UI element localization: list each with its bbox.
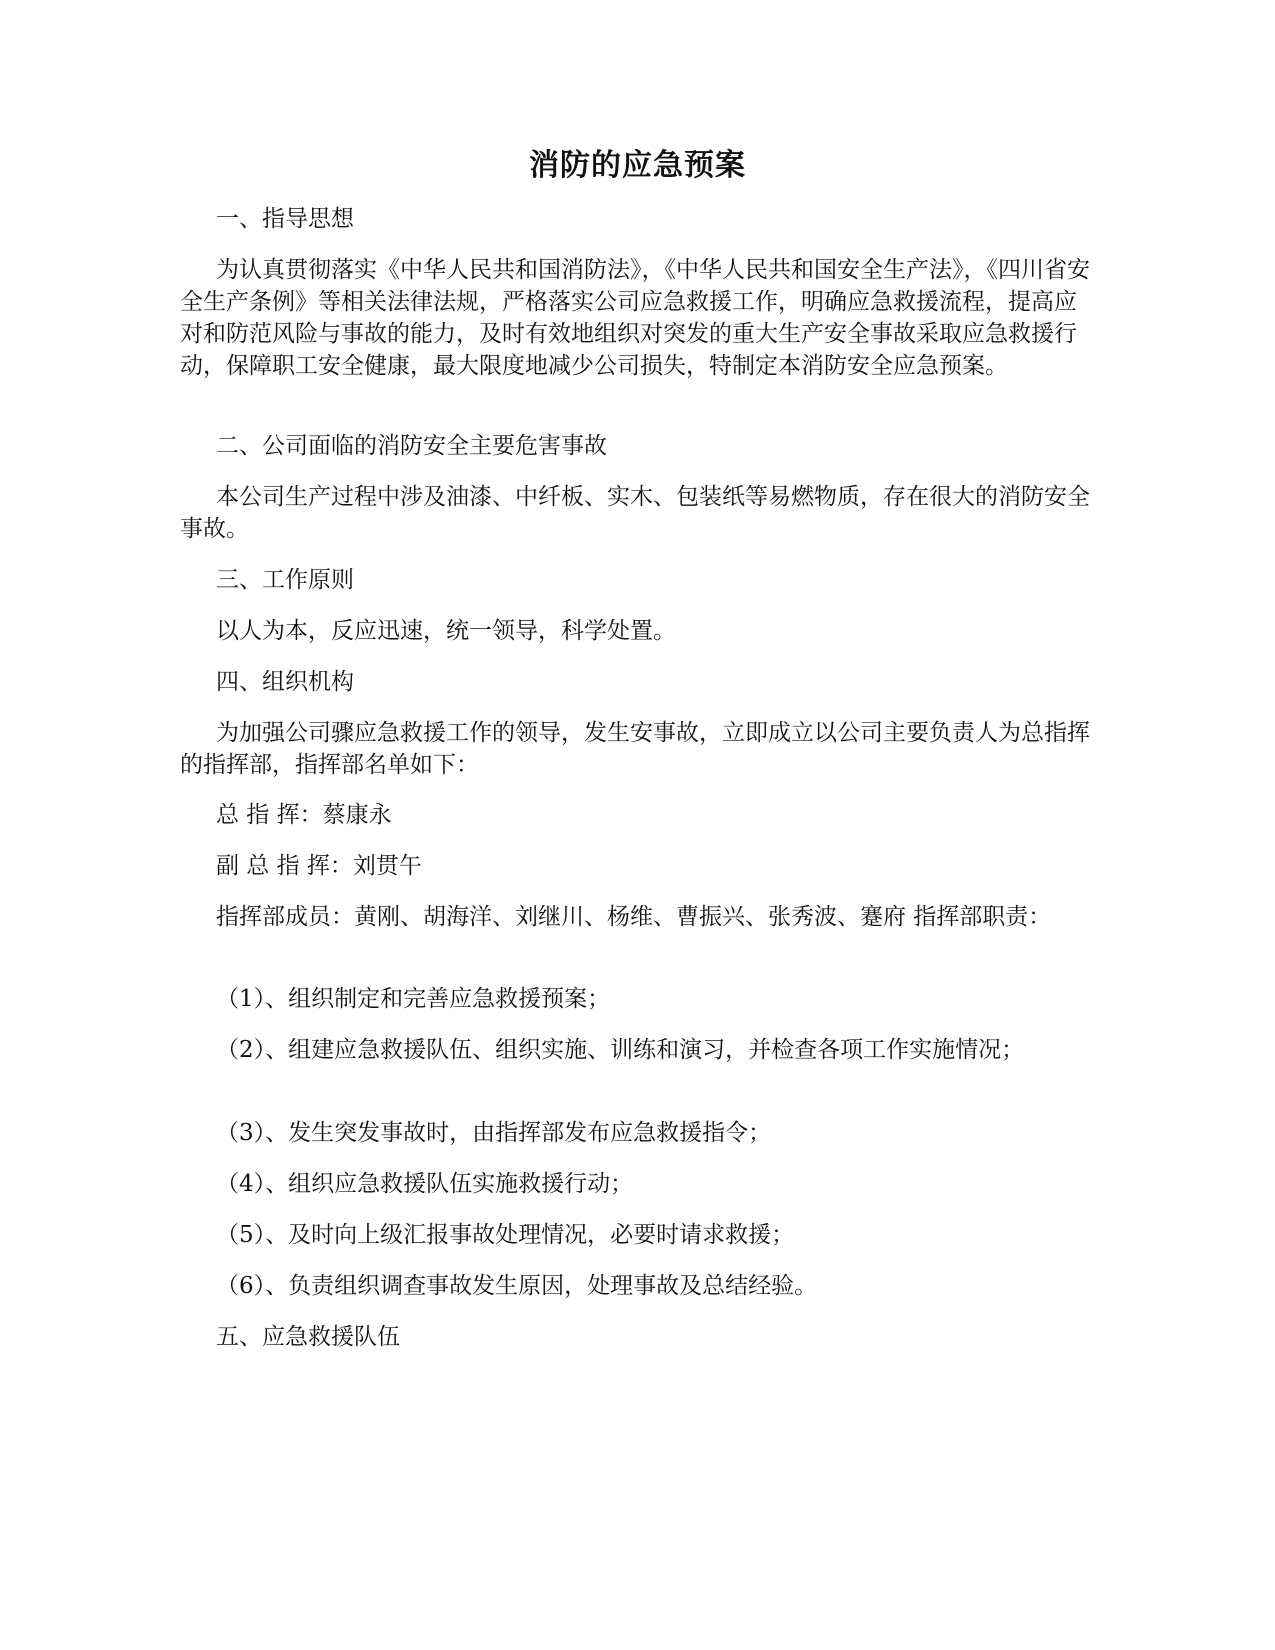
members-line: 指挥部成员：黄刚、胡海洋、刘继川、杨维、曹振兴、张秀波、蹇府 指挥部职责： (216, 904, 1052, 930)
duty-item-4: （4）、组织应急救援队伍实施救援行动； (216, 1171, 634, 1197)
section-heading-1: 一、指导思想 (216, 206, 354, 232)
duty-item-5: （5）、及时向上级汇报事故处理情况，必要时请求救援； (216, 1222, 795, 1248)
paragraph-hazards: 本公司生产过程中涉及油漆、中纤板、实木、包装纸等易燃物质，存在很大的消防安全事故。 (180, 484, 1090, 542)
commander-line: 总 指 挥：蔡康永 (216, 802, 392, 828)
deputy-commander-line: 副 总 指 挥：刘贯午 (216, 853, 422, 879)
paragraph-organization: 为加强公司骤应急救援工作的领导，发生安事故，立即成立以公司主要负责人为总指挥的指挥部，指挥部名单如下： (180, 720, 1090, 778)
duty-item-6: （6）、负责组织调查事故发生原因，处理事故及总结经验。 (216, 1273, 818, 1299)
section-heading-4: 四、组织机构 (216, 669, 354, 695)
duty-item-3: （3）、发生突发事故时，由指挥部发布应急救援指令； (216, 1120, 772, 1146)
duty-item-1: （1）、组织制定和完善应急救援预案； (216, 986, 611, 1012)
section-heading-3: 三、工作原则 (216, 567, 354, 593)
paragraph-guiding-ideology: 为认真贯彻落实《中华人民共和国消防法》，《中华人民共和国安全生产法》，《四川省安全生产条例》等相关法律法规，严格落实公司应急救援工作，明确应急救援流程，提高应对和防范风险与事故的能力，及时有效地组织对突发的重大生产安全事故采取应急救援行动，保障职工安全健康，最大限度地减少公司损失，特制定本消防安全应急预案。 (180, 257, 1090, 379)
section-heading-2: 二、公司面临的消防安全主要危害事故 (216, 433, 607, 459)
document-page (180, 0, 1095, 1650)
paragraph-principles: 以人为本，反应迅速，统一领导，科学处置。 (216, 618, 676, 644)
section-heading-5: 五、应急救援队伍 (216, 1324, 400, 1350)
document-title: 消防的应急预案 (529, 148, 746, 183)
duty-item-2: （2）、组建应急救援队伍、组织实施、训练和演习，并检查各项工作实施情况； (216, 1037, 1025, 1063)
